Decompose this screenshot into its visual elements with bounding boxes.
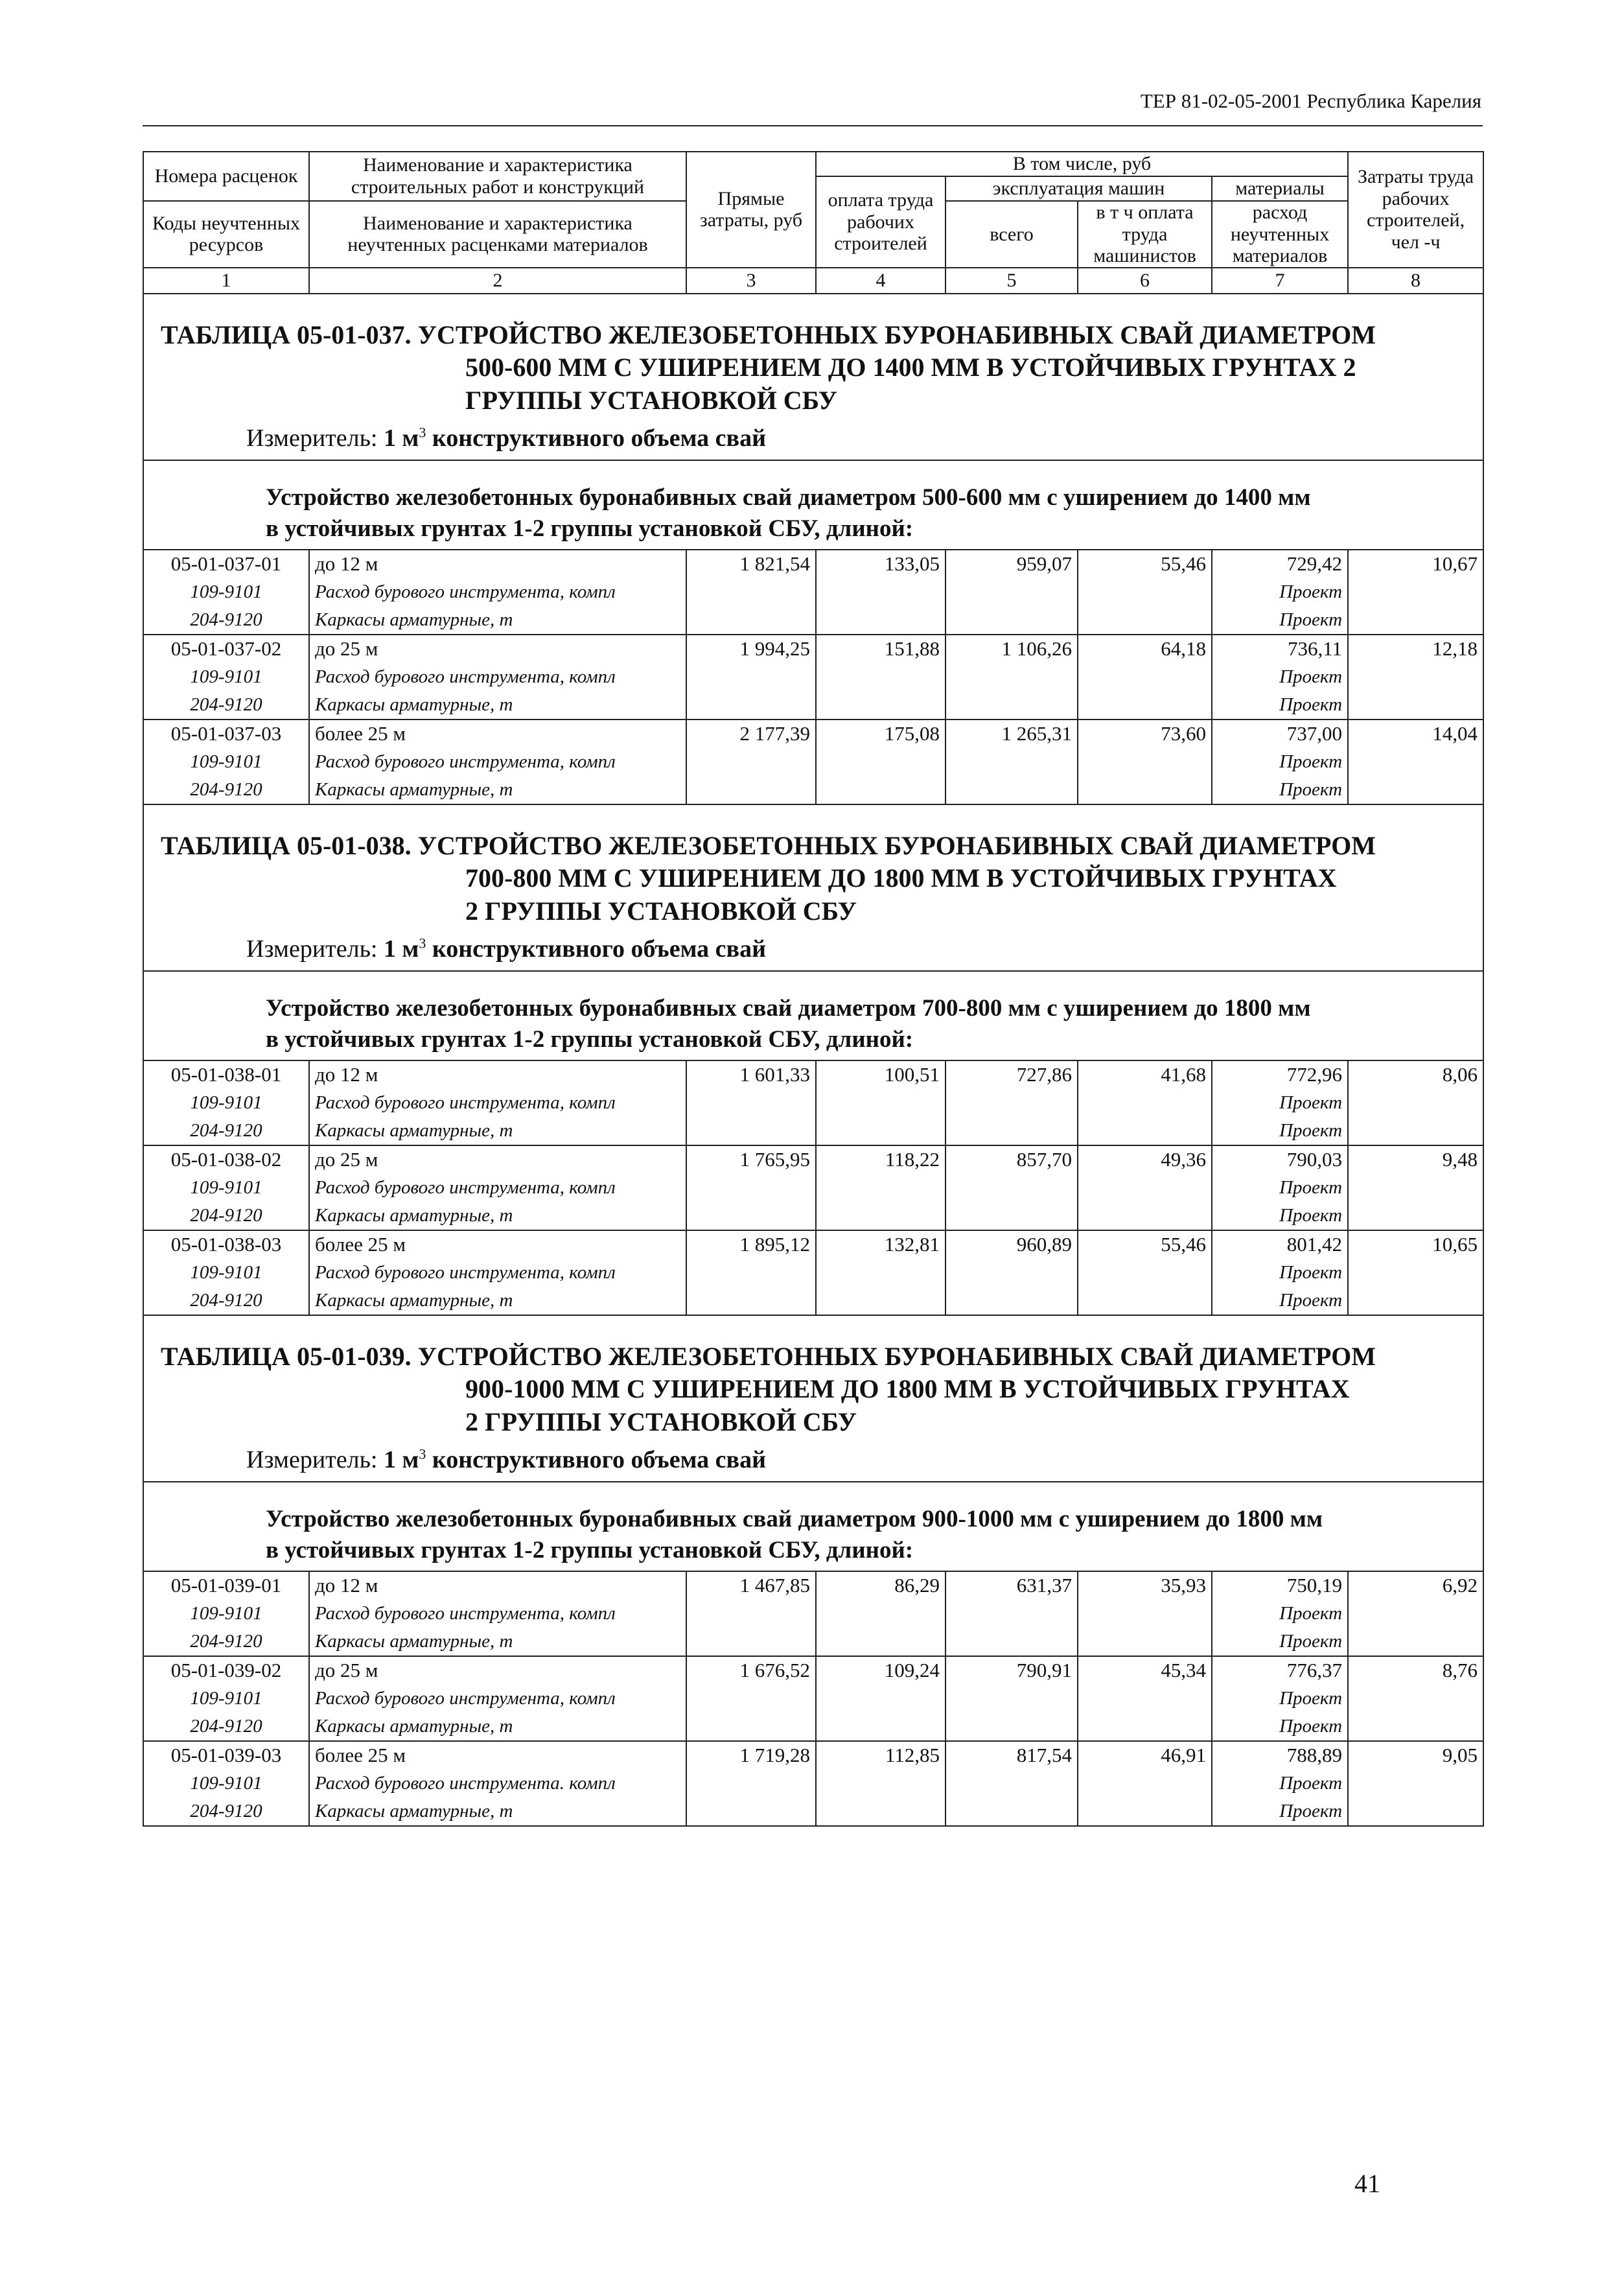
- meter-sup: 3: [419, 424, 426, 441]
- resource-code: 204-9120: [143, 1202, 309, 1230]
- resource-value: Проект: [1212, 1685, 1348, 1713]
- machines-total: 960,89: [945, 1230, 1078, 1259]
- rate-code: 05-01-039-02: [143, 1656, 309, 1685]
- table-row: [143, 1287, 1483, 1315]
- table-row: [143, 578, 1483, 606]
- direct-costs: 1 994,25: [686, 635, 816, 663]
- materials-header: материалы: [1212, 176, 1348, 201]
- rate-name: до 12 м: [309, 550, 686, 578]
- resource-value: Проект: [1212, 1628, 1348, 1656]
- resource-code: 109-9101: [143, 663, 309, 691]
- measurement-unit: [156, 934, 1474, 965]
- resource-code: 109-9101: [143, 748, 309, 776]
- labor-pay: 151,88: [816, 635, 945, 663]
- rate-code: 05-01-039-01: [143, 1571, 309, 1600]
- table-row: [143, 1656, 1483, 1685]
- section-title-line: 2 ГРУППЫ УСТАНОВКОЙ СБУ: [465, 896, 857, 926]
- machines-total: 1 106,26: [945, 635, 1078, 663]
- rate-name: более 25 м: [309, 1741, 686, 1770]
- materials-cost: 790,03: [1212, 1145, 1348, 1174]
- rate-name: до 25 м: [309, 1656, 686, 1685]
- table-row: [143, 635, 1483, 663]
- resource-value: Проект: [1212, 578, 1348, 606]
- column-number: 6: [1078, 268, 1212, 294]
- operators-pay: 41,68: [1078, 1060, 1212, 1089]
- direct-costs: 2 177,39: [686, 720, 816, 748]
- resource-name: Каркасы арматурные, т: [309, 1713, 686, 1741]
- operators-pay: 46,91: [1078, 1741, 1212, 1770]
- rate-code: 05-01-038-02: [143, 1145, 309, 1174]
- resource-code: 204-9120: [143, 1117, 309, 1145]
- resource-value: Проект: [1212, 1202, 1348, 1230]
- resource-code: 204-9120: [143, 1713, 309, 1741]
- resource-code: 204-9120: [143, 1287, 309, 1315]
- resource-name: Каркасы арматурные, т: [309, 1797, 686, 1826]
- column-number: 3: [686, 268, 816, 294]
- resource-code: 109-9101: [143, 1089, 309, 1117]
- column-number: 4: [816, 268, 945, 294]
- resource-name: Расход бурового инструмента, компл: [309, 578, 686, 606]
- machines-total: 959,07: [945, 550, 1078, 578]
- materials-cost: 750,19: [1212, 1571, 1348, 1600]
- direct-costs: 1 765,95: [686, 1145, 816, 1174]
- resource-code: 204-9120: [143, 1628, 309, 1656]
- resource-value: Проект: [1212, 606, 1348, 635]
- materials-cost: 772,96: [1212, 1060, 1348, 1089]
- machines-total: 1 265,31: [945, 720, 1078, 748]
- resource-value: Проект: [1212, 1713, 1348, 1741]
- meter-prefix: Измеритель:: [246, 1446, 378, 1474]
- table-row: [143, 1202, 1483, 1230]
- operators-pay: 49,36: [1078, 1145, 1212, 1174]
- resource-value: Проект: [1212, 1770, 1348, 1797]
- operators-pay: 55,46: [1078, 1230, 1212, 1259]
- labor-hours: 12,18: [1348, 635, 1483, 663]
- meter-suffix: конструктивного объема свай: [432, 935, 766, 963]
- rate-name: более 25 м: [309, 720, 686, 748]
- col1-bottom-header: Коды неучтенных ресурсов: [143, 201, 309, 268]
- description-line: Устройство железобетонных буронабивных свай диаметром 700-800 мм с уширением до 1800 мм: [266, 994, 1311, 1022]
- column-number: 8: [1348, 268, 1483, 294]
- labor-hours: 10,65: [1348, 1230, 1483, 1259]
- table-row: [143, 720, 1483, 748]
- section-05-01-038: [143, 804, 1483, 1315]
- section-title-line: 500-600 ММ С УШИРЕНИЕМ ДО 1400 ММ В УСТОЙЧИВЫХ ГРУНТАХ 2: [465, 353, 1356, 382]
- resource-name: Каркасы арматурные, т: [309, 1202, 686, 1230]
- machines-total: 857,70: [945, 1145, 1078, 1174]
- direct-costs: 1 719,28: [686, 1741, 816, 1770]
- rate-code: 05-01-037-01: [143, 550, 309, 578]
- meter-value: 1 м: [384, 935, 419, 963]
- materials-cost: 776,37: [1212, 1656, 1348, 1685]
- table-row: [143, 691, 1483, 720]
- rate-code: 05-01-037-03: [143, 720, 309, 748]
- materials-cost: 737,00: [1212, 720, 1348, 748]
- col2-top-header: Наименование и характеристика строительных работ и конструкций: [309, 152, 686, 201]
- direct-costs: 1 601,33: [686, 1060, 816, 1089]
- resource-name: Расход бурового инструмента, компл: [309, 1600, 686, 1628]
- resource-name: Каркасы арматурные, т: [309, 776, 686, 804]
- resource-name: Каркасы арматурные, т: [309, 606, 686, 635]
- group-header: В том числе, руб: [816, 152, 1348, 176]
- column-number-row: [143, 268, 1483, 294]
- meter-sup: 3: [419, 1445, 426, 1462]
- section-description: [143, 1482, 1483, 1571]
- table-row: [143, 1628, 1483, 1656]
- description-line: в устойчивых грунтах 1-2 группы установкой СБУ, длиной:: [266, 515, 914, 542]
- price-table: [143, 151, 1484, 1827]
- direct-costs: 1 467,85: [686, 1571, 816, 1600]
- labor-pay: 112,85: [816, 1741, 945, 1770]
- column-number: 7: [1212, 268, 1348, 294]
- resource-name: Расход бурового инструмента, компл: [309, 1089, 686, 1117]
- col2-bottom-header: Наименование и характеристика неучтенных расценками материалов: [309, 201, 686, 268]
- rate-code: 05-01-039-03: [143, 1741, 309, 1770]
- description-line: Устройство железобетонных буронабивных свай диаметром 500-600 мм с уширением до 1400 мм: [266, 484, 1311, 511]
- resource-value: Проект: [1212, 663, 1348, 691]
- table-row: [143, 1600, 1483, 1628]
- resource-name: Расход бурового инструмента, компл: [309, 748, 686, 776]
- resource-value: Проект: [1212, 1797, 1348, 1826]
- labor-hours: 8,06: [1348, 1060, 1483, 1089]
- section-title-line: ГРУППЫ УСТАНОВКОЙ СБУ: [465, 385, 837, 415]
- section-title-line: 2 ГРУППЫ УСТАНОВКОЙ СБУ: [465, 1407, 857, 1436]
- labor-hours: 6,92: [1348, 1571, 1483, 1600]
- operators-pay: 45,34: [1078, 1656, 1212, 1685]
- meter-value: 1 м: [384, 424, 419, 452]
- resource-value: Проект: [1212, 1174, 1348, 1202]
- direct-costs: 1 821,54: [686, 550, 816, 578]
- operators-pay: 55,46: [1078, 550, 1212, 578]
- resource-code: 109-9101: [143, 1770, 309, 1797]
- operators-pay: 35,93: [1078, 1571, 1212, 1600]
- table-row: [143, 1089, 1483, 1117]
- table-row: [143, 1770, 1483, 1797]
- section-title-line: 900-1000 ММ С УШИРЕНИЕМ ДО 1800 ММ В УСТОЙЧИВЫХ ГРУНТАХ: [465, 1374, 1350, 1404]
- resource-value: Проект: [1212, 1600, 1348, 1628]
- labor-pay: 100,51: [816, 1060, 945, 1089]
- resource-value: Проект: [1212, 1117, 1348, 1145]
- direct-costs: 1 895,12: [686, 1230, 816, 1259]
- price-sheet: [143, 151, 1483, 1827]
- table-row: [143, 748, 1483, 776]
- machines-total: 790,91: [945, 1656, 1078, 1685]
- rate-code: 05-01-038-03: [143, 1230, 309, 1259]
- header-rule: [143, 125, 1483, 126]
- section-description: [143, 971, 1483, 1060]
- resource-code: 109-9101: [143, 1174, 309, 1202]
- labor-hours: 8,76: [1348, 1656, 1483, 1685]
- table-row: [143, 1571, 1483, 1600]
- resource-code: 204-9120: [143, 691, 309, 720]
- section-title-line: ТАБЛИЦА 05-01-038. УСТРОЙСТВО ЖЕЛЕЗОБЕТОННЫХ БУРОНАБИВНЫХ СВАЙ ДИАМЕТРОМ: [161, 830, 1376, 860]
- operators-pay: 64,18: [1078, 635, 1212, 663]
- col3-header: Прямые затраты, руб: [686, 152, 816, 268]
- resource-name: Каркасы арматурные, т: [309, 1628, 686, 1656]
- section-title-line: ТАБЛИЦА 05-01-039. УСТРОЙСТВО ЖЕЛЕЗОБЕТОННЫХ БУРОНАБИВНЫХ СВАЙ ДИАМЕТРОМ: [161, 1341, 1376, 1371]
- resource-name: Расход бурового инструмента, компл: [309, 1259, 686, 1287]
- resource-value: Проект: [1212, 1287, 1348, 1315]
- resource-value: Проект: [1212, 748, 1348, 776]
- meter-value: 1 м: [384, 1446, 419, 1474]
- labor-pay: 175,08: [816, 720, 945, 748]
- section-description: [143, 460, 1483, 550]
- labor-pay: 133,05: [816, 550, 945, 578]
- materials-cost: 788,89: [1212, 1741, 1348, 1770]
- section-title-line: 700-800 ММ С УШИРЕНИЕМ ДО 1800 ММ В УСТОЙЧИВЫХ ГРУНТАХ: [465, 863, 1337, 893]
- resource-name: Расход бурового инструмента, компл: [309, 663, 686, 691]
- labor-hours: 9,05: [1348, 1741, 1483, 1770]
- section-title: [143, 294, 1483, 460]
- materials-cost: 801,42: [1212, 1230, 1348, 1259]
- resource-code: 204-9120: [143, 606, 309, 635]
- resource-code: 109-9101: [143, 1259, 309, 1287]
- section-05-01-039: [143, 1315, 1483, 1826]
- labor-pay: 118,22: [816, 1145, 945, 1174]
- col6-header: в т ч оплата труда машинистов: [1078, 201, 1212, 268]
- materials-cost: 729,42: [1212, 550, 1348, 578]
- machines-total: 817,54: [945, 1741, 1078, 1770]
- description-line: в устойчивых грунтах 1-2 группы установкой СБУ, длиной:: [266, 1025, 914, 1053]
- labor-hours: 14,04: [1348, 720, 1483, 748]
- meter-suffix: конструктивного объема свай: [432, 1446, 766, 1474]
- resource-code: 204-9120: [143, 776, 309, 804]
- rate-name: до 12 м: [309, 1060, 686, 1089]
- table-row: [143, 1685, 1483, 1713]
- table-row: [143, 1797, 1483, 1826]
- rate-name: до 12 м: [309, 1571, 686, 1600]
- rate-code: 05-01-038-01: [143, 1060, 309, 1089]
- table-row: [143, 663, 1483, 691]
- rate-name: до 25 м: [309, 635, 686, 663]
- table-row: [143, 1174, 1483, 1202]
- resource-code: 204-9120: [143, 1797, 309, 1826]
- col8-header: Затраты труда рабочих строителей, чел -ч: [1348, 152, 1483, 268]
- resource-name: Расход бурового инструмента, компл: [309, 1174, 686, 1202]
- operators-pay: 73,60: [1078, 720, 1212, 748]
- resource-code: 109-9101: [143, 1600, 309, 1628]
- labor-pay: 109,24: [816, 1656, 945, 1685]
- table-row: [143, 1713, 1483, 1741]
- measurement-unit: [156, 1445, 1474, 1476]
- col5-header: всего: [945, 201, 1078, 268]
- col1-top-header: Номера расценок: [143, 152, 309, 201]
- resource-value: Проект: [1212, 776, 1348, 804]
- direct-costs: 1 676,52: [686, 1656, 816, 1685]
- resource-code: 109-9101: [143, 578, 309, 606]
- section-05-01-037: [143, 294, 1483, 804]
- section-title: [143, 1315, 1483, 1482]
- table-row: [143, 1060, 1483, 1089]
- resource-name: Расход бурового инструмента, компл: [309, 1685, 686, 1713]
- table-row: [143, 1230, 1483, 1259]
- resource-value: Проект: [1212, 1089, 1348, 1117]
- resource-name: Каркасы арматурные, т: [309, 1117, 686, 1145]
- table-row: [143, 1259, 1483, 1287]
- table-row: [143, 1145, 1483, 1174]
- machines-header: эксплуатация машин: [945, 176, 1212, 201]
- resource-name: Каркасы арматурные, т: [309, 1287, 686, 1315]
- resource-name: Каркасы арматурные, т: [309, 691, 686, 720]
- column-number: 1: [143, 268, 309, 294]
- labor-pay: 132,81: [816, 1230, 945, 1259]
- col4-header: оплата труда рабочих строителей: [816, 176, 945, 268]
- labor-hours: 10,67: [1348, 550, 1483, 578]
- measurement-unit: [156, 423, 1474, 454]
- machines-total: 727,86: [945, 1060, 1078, 1089]
- column-number: 2: [309, 268, 686, 294]
- section-title: [143, 804, 1483, 971]
- materials-cost: 736,11: [1212, 635, 1348, 663]
- table-head: [143, 152, 1483, 294]
- page-number: 41: [1354, 2169, 1380, 2198]
- rate-name: до 25 м: [309, 1145, 686, 1174]
- col7-header: расход неучтенных материалов: [1212, 201, 1348, 268]
- resource-value: Проект: [1212, 1259, 1348, 1287]
- table-row: [143, 550, 1483, 578]
- section-title-line: ТАБЛИЦА 05-01-037. УСТРОЙСТВО ЖЕЛЕЗОБЕТОННЫХ БУРОНАБИВНЫХ СВАЙ ДИАМЕТРОМ: [161, 320, 1376, 349]
- resource-value: Проект: [1212, 691, 1348, 720]
- column-number: 5: [945, 268, 1078, 294]
- resource-name: Расход бурового инструмента. компл: [309, 1770, 686, 1797]
- labor-hours: 9,48: [1348, 1145, 1483, 1174]
- labor-pay: 86,29: [816, 1571, 945, 1600]
- table-row: [143, 606, 1483, 635]
- rate-name: более 25 м: [309, 1230, 686, 1259]
- meter-suffix: конструктивного объема свай: [432, 424, 766, 452]
- description-line: Устройство железобетонных буронабивных свай диаметром 900-1000 мм с уширением до 1800 мм: [266, 1505, 1323, 1532]
- resource-code: 109-9101: [143, 1685, 309, 1713]
- meter-sup: 3: [419, 935, 426, 952]
- rate-code: 05-01-037-02: [143, 635, 309, 663]
- table-row: [143, 1117, 1483, 1145]
- description-line: в устойчивых грунтах 1-2 группы установкой СБУ, длиной:: [266, 1536, 914, 1563]
- table-row: [143, 776, 1483, 804]
- page-header: ТЕР 81-02-05-2001 Республика Карелия: [1140, 89, 1481, 112]
- machines-total: 631,37: [945, 1571, 1078, 1600]
- meter-prefix: Измеритель:: [246, 424, 378, 452]
- table-row: [143, 1741, 1483, 1770]
- meter-prefix: Измеритель:: [246, 935, 378, 963]
